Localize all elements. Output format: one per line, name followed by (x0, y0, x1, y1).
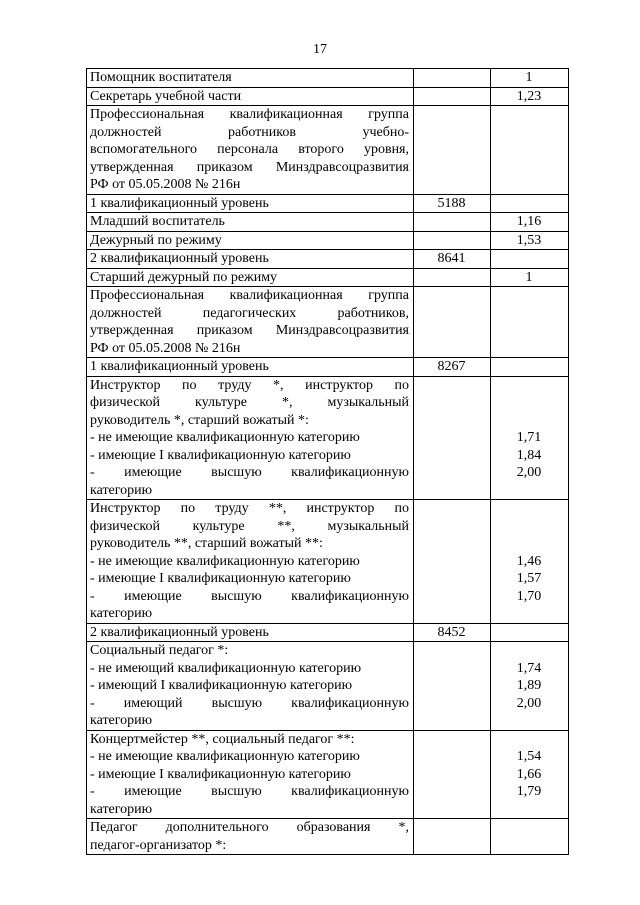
position-text: физической культуре *, музыкальный (90, 395, 409, 410)
coefficient-value: 1,46 (516, 553, 542, 569)
base-salary-cell (414, 69, 491, 88)
coefficient-value: 1,16 (516, 214, 542, 229)
coefficient-cell (491, 287, 569, 358)
coefficient-value: 2,00 (516, 465, 542, 480)
position-cell (87, 69, 414, 88)
table-row (87, 69, 569, 88)
position-cell (87, 268, 414, 287)
position-text: категорию (90, 606, 153, 621)
coefficient-value: 1 (525, 269, 533, 285)
table-row (87, 500, 569, 624)
position-text: Концертмейстер **, социальный педагог **: (90, 731, 355, 747)
position-text: категорию (90, 713, 153, 728)
coefficient-cell (491, 231, 569, 250)
position-text: - имеющие высшую квалификационную (90, 588, 409, 604)
coefficient-value (494, 712, 564, 730)
base-salary-cell (414, 87, 491, 106)
position-text: категорию (90, 801, 153, 817)
coefficient-value (494, 642, 564, 660)
position-text: - имеющие I квалификационную категорию (90, 447, 351, 463)
position-text: - имеющие I квалификационную категорию (90, 571, 351, 586)
coefficient-value (494, 500, 564, 518)
base-salary-cell (414, 268, 491, 287)
position-text: 1 квалификационный уровень (90, 195, 269, 211)
coefficient-value (494, 377, 564, 395)
position-text: Профессиональная квалификационная группа (90, 288, 409, 303)
table-row (87, 358, 569, 377)
coefficient-value (494, 518, 564, 536)
position-text: физической культуре **, музыкальный (90, 518, 409, 534)
coefficient-value (494, 731, 564, 749)
table-row (87, 623, 569, 642)
table-row (87, 231, 569, 250)
coefficient-value (494, 412, 564, 430)
position-text: 2 квалификационный уровень (90, 251, 269, 266)
base-salary-cell (414, 106, 491, 195)
coefficient-value (494, 801, 564, 819)
position-text: должностей работников учебно- (90, 124, 409, 140)
base-salary-cell (414, 287, 491, 358)
table-row (87, 106, 569, 195)
position-cell (87, 250, 414, 269)
coefficient-value: 1,23 (516, 88, 542, 104)
position-cell (87, 87, 414, 106)
coefficient-cell (491, 106, 569, 195)
position-text: педагог-организатор *: (90, 837, 227, 853)
coefficient-value (494, 605, 564, 623)
table-row (87, 213, 569, 232)
coefficient-cell (491, 250, 569, 269)
position-cell (87, 500, 414, 624)
position-cell (87, 231, 414, 250)
coefficient-cell (491, 194, 569, 213)
coefficient-value: 1,79 (516, 784, 542, 799)
coefficient-value (494, 394, 564, 412)
base-salary-cell (414, 213, 491, 232)
position-cell (87, 287, 414, 358)
position-cell (87, 194, 414, 213)
base-salary-cell (414, 819, 491, 855)
base-salary-cell (414, 500, 491, 624)
coefficient-cell (491, 819, 569, 855)
position-text: РФ от 05.05.2008 № 216н (90, 177, 241, 192)
coefficient-value: 1,71 (516, 430, 542, 445)
position-text: Старший дежурный по режиму (90, 269, 278, 285)
coefficient-cell (491, 213, 569, 232)
coefficient-value: 1,54 (516, 749, 542, 764)
coefficient-cell (491, 730, 569, 819)
position-text: Секретарь учебной части (90, 88, 242, 104)
table-row (87, 268, 569, 287)
coefficient-value: 1,57 (516, 571, 542, 586)
salary-coefficient-table (86, 68, 569, 855)
table-row (87, 287, 569, 358)
position-text: Инструктор по труду **, инструктор по (90, 501, 409, 516)
position-cell (87, 730, 414, 819)
coefficient-cell (491, 358, 569, 377)
position-text: руководитель **, старший вожатый **: (90, 536, 323, 551)
table-row (87, 87, 569, 106)
position-text: Помощник воспитателя (90, 70, 232, 85)
coefficient-value: 1,84 (516, 447, 542, 463)
position-text: РФ от 05.05.2008 № 216н (90, 340, 241, 356)
position-text: - имеющие I квалификационную категорию (90, 766, 351, 782)
coefficient-cell (491, 87, 569, 106)
position-cell (87, 358, 414, 377)
position-text: Дежурный по режиму (90, 232, 222, 248)
coefficient-cell (491, 376, 569, 500)
coefficient-cell (491, 69, 569, 88)
base-salary-cell (414, 642, 491, 731)
base-salary-cell (414, 376, 491, 500)
coefficient-value (494, 482, 564, 500)
coefficient-value: 1,66 (516, 766, 542, 782)
position-text: Младший воспитатель (90, 214, 225, 229)
position-text: - имеющие высшую квалификационную (90, 784, 409, 799)
position-text: Педагог дополнительного образования *, (90, 820, 409, 835)
position-cell (87, 642, 414, 731)
position-text: - не имеющий квалификационную категорию (90, 660, 362, 676)
position-cell (87, 623, 414, 642)
coefficient-value: 1,74 (516, 660, 542, 676)
base-salary-cell (414, 231, 491, 250)
table-row (87, 250, 569, 269)
coefficient-cell (491, 623, 569, 642)
position-text: утвержденная приказом Минздравсоцразвития (90, 323, 409, 338)
position-cell (87, 106, 414, 195)
base-salary-cell (414, 730, 491, 819)
coefficient-value (494, 535, 564, 553)
position-text: руководитель *, старший вожатый *: (90, 412, 309, 428)
page-number: 17 (313, 42, 327, 57)
position-text: категорию (90, 482, 153, 498)
base-salary-cell: 8641 (414, 250, 491, 269)
position-text: Инструктор по труду *, инструктор по (90, 377, 409, 393)
table-row (87, 194, 569, 213)
coefficient-value: 1,70 (516, 588, 542, 604)
coefficient-value: 1 (525, 70, 533, 85)
coefficient-cell (491, 500, 569, 624)
coefficient-value: 2,00 (516, 695, 542, 711)
position-cell (87, 376, 414, 500)
position-text: 2 квалификационный уровень (90, 624, 269, 640)
position-text: - имеющие высшую квалификационную (90, 465, 409, 480)
table-row (87, 376, 569, 500)
position-text: Социальный педагог *: (90, 643, 229, 658)
position-text: утвержденная приказом Минздравсоцразвития (90, 159, 409, 175)
position-text: - имеющий I квалификационную категорию (90, 678, 353, 693)
base-salary-cell: 8452 (414, 623, 491, 642)
position-text: - не имеющие квалификационную категорию (90, 749, 360, 764)
coefficient-value: 1,53 (516, 232, 542, 248)
position-text: 1 квалификационный уровень (90, 359, 269, 374)
position-text: - не имеющие квалификационную категорию (90, 430, 360, 445)
coefficient-value: 1,89 (516, 678, 542, 693)
table-row (87, 730, 569, 819)
position-cell (87, 819, 414, 855)
position-text: - имеющий высшую квалификационную (90, 695, 409, 711)
position-text: должностей педагогических работников, (90, 305, 409, 321)
coefficient-cell (491, 268, 569, 287)
position-text: вспомогательного персонала второго уровня, (90, 142, 409, 157)
position-text: Профессиональная квалификационная группа (90, 107, 409, 122)
table-row (87, 642, 569, 731)
table-row (87, 819, 569, 855)
base-salary-cell: 8267 (414, 358, 491, 377)
base-salary-cell: 5188 (414, 194, 491, 213)
position-text: - не имеющие квалификационную категорию (90, 553, 360, 569)
coefficient-cell (491, 642, 569, 731)
position-cell (87, 213, 414, 232)
